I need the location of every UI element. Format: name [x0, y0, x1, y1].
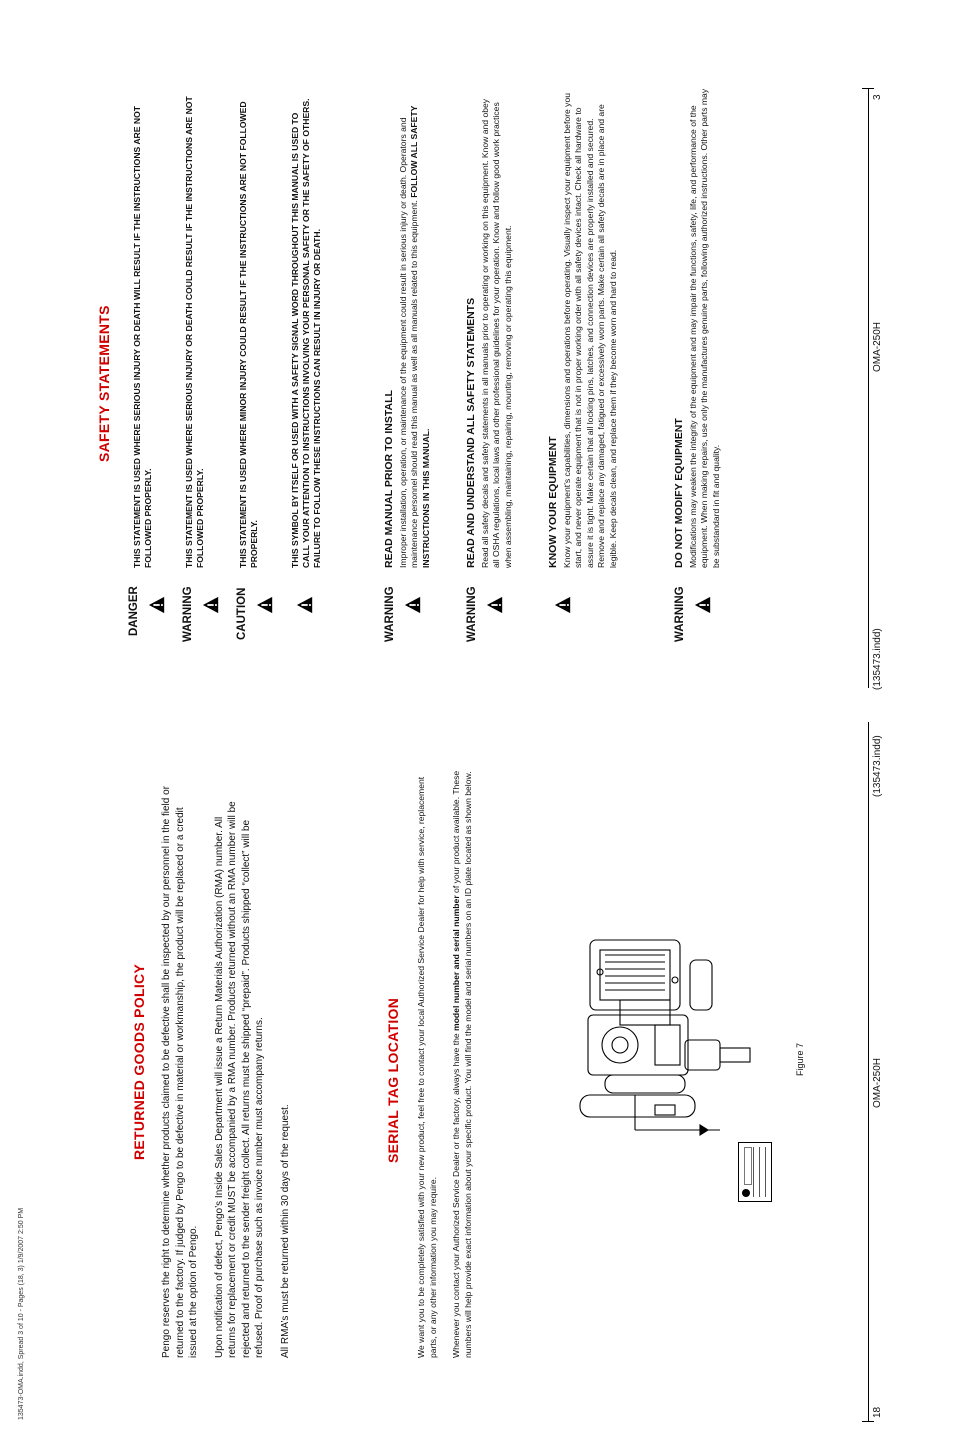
left-footer-rule	[868, 722, 869, 1422]
danger-label: DANGER	[128, 586, 140, 636]
modify-section	[674, 88, 722, 568]
alert-icon	[148, 596, 166, 614]
alert-icon	[694, 596, 712, 614]
alert-icon	[554, 596, 572, 614]
alert-icon	[256, 596, 274, 614]
safety-statements-warning-label: WARNING	[466, 586, 478, 642]
modify-warning-label: WARNING	[674, 586, 686, 642]
serial-tag-title: SERIAL TAG LOCATION	[385, 997, 401, 1163]
read-manual-bold: FOLLOW ALL SAFETY INSTRUCTIONS IN THIS MANUAL.	[409, 105, 431, 568]
safety-statements-section	[466, 88, 514, 568]
left-page-number: 18	[872, 1406, 883, 1418]
left-footer-file: (135473.indd)	[872, 735, 883, 797]
safety-statements-text: Read all safety decals and safety statements in all manuals prior to operating or working on this equipment. Know and obey all OSHA regulations, local laws and other professional guidelines for your operation. Know and follow good work practices when assembling, maintaining, repairing, mounting, removing or operating this equipment.	[479, 98, 513, 568]
id-plate	[738, 1142, 772, 1202]
right-footer-model: OMA-250H	[872, 321, 883, 372]
right-footer-rule	[868, 88, 869, 688]
serial-tag-p1: We want you to be completely satisfied with your new product, feel free to contact your local Authorized Service Dealer for help with service, replacement parts, or any other information you may require.	[416, 776, 438, 1358]
safety-title: SAFETY STATEMENTS	[96, 305, 112, 462]
serial-tag-p2-bold: model number and serial number	[451, 895, 461, 1031]
serial-tag-p2-pre: Whenever you contact your Authorized Service Dealer or the factory, always have the	[451, 1030, 461, 1358]
id-plate-line	[753, 1147, 754, 1197]
returned-goods-body	[160, 786, 304, 1358]
warning-label: WARNING	[182, 586, 194, 642]
alert-icon	[486, 596, 504, 614]
returned-goods-p1: Pengo reserves the right to determine whether products claimed to be defective shall be inspected by our personnel in the field or returned to the factory. If judged by Pengo to be defective in material or workmanship, the product will be replaced or a credit issued at the option of Pengo.	[161, 786, 199, 1358]
print-slug: 135473-OMA.indd, Spread 3 of 10 - Pages (18, 3) 1/9/2007 2:50 PM	[18, 1207, 25, 1420]
caution-label: CAUTION	[236, 587, 248, 640]
serial-tag-body	[416, 762, 486, 1358]
returned-goods-p3: All RMA’s must be returned within 30 days of the request.	[279, 1104, 291, 1358]
know-equipment-section	[548, 88, 619, 568]
returned-goods-p2: Upon notification of defect, Pengo’s Inside Sales Department will issue a Return Materials Authorization (RMA) number. All returns for replacement or credit MUST be accompanied by a RMA number. Products returned without an RMA number will be rejected and returned to the sender freight collect. All returns must be shipped “prepaid”. Products shipped “collect” will be refused. Proof of purchase such as invoice number must accompany returns.	[213, 801, 265, 1358]
right-footer-tick	[862, 88, 874, 89]
symbol-text: THIS SYMBOL BY ITSELF OR USED WITH A SAFETY SIGNAL WORD THROUGHOUT THIS MANUAL IS USED TO CALL YOUR ATTENTION TO INSTRUCTIONS INVOLVING YOUR PERSONAL SAFETY OR THE SAFETY OF OTHERS. FAILURE TO FOLLOW THESE INSTRUCTIONS CAN RESULT IN INJURY OR DEATH.	[290, 98, 322, 568]
id-plate-logo	[742, 1189, 750, 1197]
read-manual-warning-label: WARNING	[384, 586, 396, 642]
left-footer-tick	[862, 1421, 874, 1422]
returned-goods-title: RETURNED GOODS POLICY	[131, 963, 147, 1160]
alert-icon	[404, 596, 422, 614]
left-footer-model: OMA-250H	[872, 1057, 883, 1108]
alert-icon	[296, 596, 314, 614]
know-equipment-heading: KNOW YOUR EQUIPMENT	[547, 436, 559, 568]
serial-tag-p2	[451, 762, 474, 1358]
right-page-number: 3	[872, 94, 883, 100]
right-footer-file: (135473.indd)	[872, 628, 883, 690]
serial-tag-p2-post: of your product available. These numbers will help provide exact information about your specific product. You will find the model and serial numbers on an ID plate located as shown below.	[451, 770, 473, 1358]
alert-icon	[202, 596, 220, 614]
figure-caption: Figure 7	[795, 1042, 805, 1076]
id-plate-field	[744, 1147, 752, 1185]
modify-text: Modifications may weaken the integrity of the equipment and may impair the functions, safety, life, and performance of the equipment. When making repairs, use only the manufactures genuine parts, following authorized instructions. Other parts may be substandard in fit and quality.	[687, 88, 721, 568]
danger-text: THIS STATEMENT IS USED WHERE SERIOUS INJURY OR DEATH WILL RESULT IF THE INSTRUCTIONS ARE NOT FOLLOWED PROPERLY.	[132, 105, 153, 568]
modify-heading: DO NOT MODIFY EQUIPMENT	[673, 418, 685, 568]
read-manual-text	[398, 88, 433, 568]
read-manual-section	[384, 88, 432, 568]
id-plate-line	[759, 1147, 760, 1197]
serial-tag-figure	[560, 900, 760, 1160]
caution-text: THIS STATEMENT IS USED WHERE MINOR INJURY COULD RESULT IF THE INSTRUCTIONS ARE NOT FOLLOWED PROPERLY.	[238, 101, 259, 568]
id-plate-line	[765, 1147, 766, 1197]
safety-statements-heading: READ AND UNDERSTAND ALL SAFETY STATEMENTS	[465, 297, 477, 568]
read-manual-body: Improper installation, operation, or maintenance of the equipment could result in serious injury or death. Operators and maintenance personnel should read this manual as well as all manuals related to this equipment.	[397, 117, 419, 568]
warning-text: THIS STATEMENT IS USED WHERE SERIOUS INJURY OR DEATH COULD RESULT IF THE INSTRUCTIONS ARE NOT FOLLOWED PROPERLY.	[184, 96, 205, 568]
know-equipment-text: Know your equipment’s capabilities, dimensions and operations before operating. Visually inspect your equipment before you start, and never operate equipment that is not in proper working order with all safety devices intact. Check all hardware to assure it is tight. Make certain that all locking pins, latches, and connection devices are properly installed and secured. Remove and replace any damaged, fatigued or excessively worn parts. Make certain all safety decals are in place and are legible. Keep decals clean, and replace them if they become worn and hard to read.	[561, 92, 618, 568]
read-manual-heading: READ MANUAL PRIOR TO INSTALL	[383, 390, 395, 568]
